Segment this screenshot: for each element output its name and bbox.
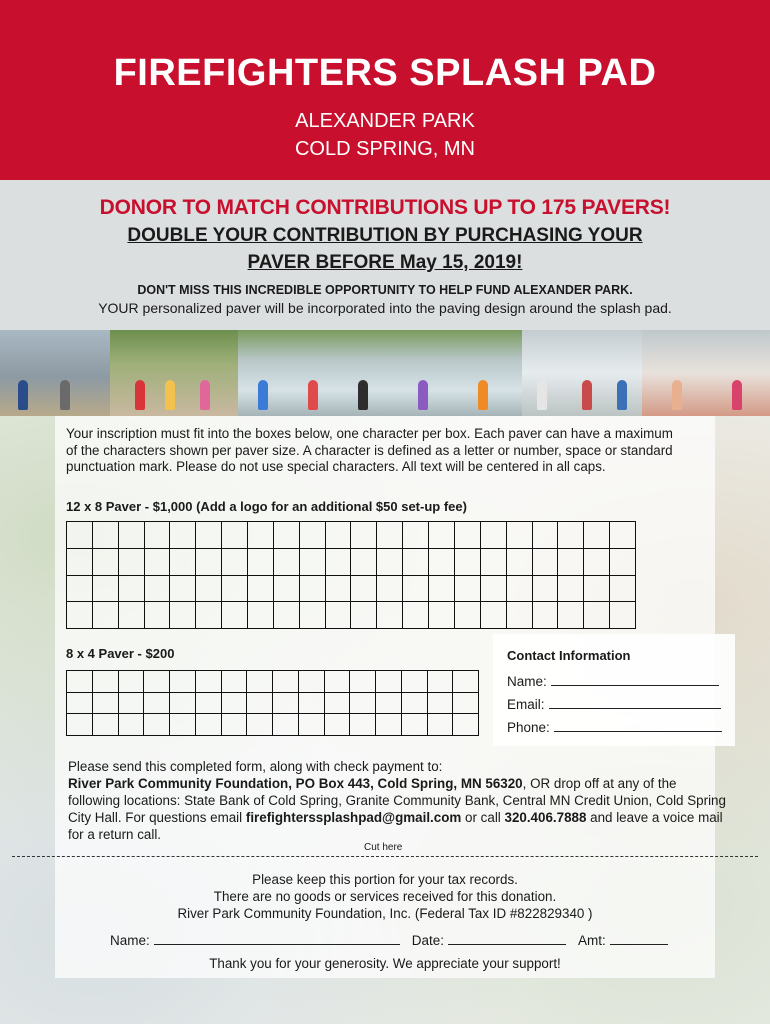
character-box[interactable] [481,602,507,629]
character-box[interactable] [610,549,636,576]
contact-name-label: Name: [507,674,547,689]
character-box[interactable] [403,602,429,629]
cut-here-label: Cut here [364,842,403,853]
character-box[interactable] [144,693,170,715]
character-box[interactable] [248,549,274,576]
contact-name-row [507,674,719,689]
contact-phone-row [507,720,722,735]
character-box[interactable] [507,522,533,549]
small-paver-label: 8 x 4 Paver - $200 [66,646,175,661]
character-box[interactable] [119,576,145,603]
receipt-name-label: Name: [110,933,150,948]
character-box[interactable] [67,602,93,629]
character-box[interactable] [170,522,196,549]
character-box[interactable] [377,576,403,603]
character-box[interactable] [299,671,325,693]
character-box[interactable] [67,671,93,693]
personalized-paver-text: YOUR personalized paver will be incorporated into the paving design around the splash pad. [98,300,672,316]
character-box[interactable] [170,693,196,715]
contact-name-field[interactable] [551,674,719,686]
promo-banner [0,180,770,330]
character-box[interactable] [351,549,377,576]
splash-pad-photo [522,330,642,416]
character-box[interactable] [403,549,429,576]
character-box[interactable] [67,576,93,603]
character-box[interactable] [248,576,274,603]
character-box[interactable] [93,671,119,693]
character-box[interactable] [455,602,481,629]
character-box[interactable] [376,693,402,715]
thank-you-text: Thank you for your generosity. We appreciate your support! [209,956,561,971]
dont-miss-text: DON'T MISS THIS INCREDIBLE OPPORTUNITY TO HELP FUND ALEXANDER PARK. [137,283,633,297]
receipt-line-1: Please keep this portion for your tax records. [252,872,518,887]
character-box[interactable] [67,693,93,715]
character-box[interactable] [222,576,248,603]
contact-phone-field[interactable] [554,720,722,732]
contact-email-field[interactable] [549,697,721,709]
character-box[interactable] [533,522,559,549]
character-box[interactable] [144,714,170,736]
character-box[interactable] [610,576,636,603]
character-box[interactable] [558,576,584,603]
character-box[interactable] [481,549,507,576]
character-box[interactable] [428,693,454,715]
character-box[interactable] [273,714,299,736]
character-box[interactable] [170,671,196,693]
character-box[interactable] [170,549,196,576]
character-box[interactable] [326,576,352,603]
splash-pad-photo [238,330,522,416]
character-box[interactable] [558,602,584,629]
character-box[interactable] [533,549,559,576]
character-box[interactable] [274,522,300,549]
character-box[interactable] [222,714,248,736]
small-paver-grid[interactable] [66,670,479,736]
character-box[interactable] [196,693,222,715]
character-box[interactable] [325,714,351,736]
character-box[interactable] [222,602,248,629]
character-box[interactable] [119,602,145,629]
character-box[interactable] [376,714,402,736]
character-box[interactable] [350,714,376,736]
character-box[interactable] [67,549,93,576]
character-box[interactable] [273,671,299,693]
character-box[interactable] [299,693,325,715]
receipt-name-field[interactable] [154,933,400,945]
double-contribution-line1: DOUBLE YOUR CONTRIBUTION BY PURCHASING YOUR [127,225,643,246]
double-contribution-line2: PAVER BEFORE May 15, 2019! [247,252,523,273]
character-box[interactable] [481,522,507,549]
receipt-line-3: River Park Community Foundation, Inc. (Federal Tax ID #822829340 ) [177,906,593,921]
contact-phone-number[interactable]: 320.406.7888 [504,810,587,825]
character-box[interactable] [196,549,222,576]
contact-phone-label: Phone: [507,720,550,735]
character-box[interactable] [93,714,119,736]
character-box[interactable] [196,602,222,629]
character-box[interactable] [273,693,299,715]
character-box[interactable] [119,671,145,693]
character-box[interactable] [453,671,479,693]
character-box[interactable] [67,714,93,736]
contact-email-row [507,697,721,712]
character-box[interactable] [558,522,584,549]
character-box[interactable] [584,576,610,603]
character-box[interactable] [533,602,559,629]
character-box[interactable] [300,576,326,603]
character-box[interactable] [222,693,248,715]
character-box[interactable] [326,602,352,629]
character-box[interactable] [300,549,326,576]
send-instructions [68,758,728,843]
character-box[interactable] [196,522,222,549]
character-box[interactable] [93,549,119,576]
character-box[interactable] [119,693,145,715]
splash-pad-photo [0,330,110,416]
character-box[interactable] [584,602,610,629]
character-box[interactable] [67,522,93,549]
character-box[interactable] [453,714,479,736]
character-box[interactable] [196,714,222,736]
voicemail-text: and leave a voice mail for a return call. [68,810,723,842]
contact-info-box [493,634,735,746]
character-box[interactable] [326,522,352,549]
character-box[interactable] [145,549,171,576]
character-box[interactable] [584,522,610,549]
contact-email-link[interactable]: firefighterssplashpad@gmail.com [245,810,462,825]
character-box[interactable] [481,576,507,603]
donor-match-headline: DONOR TO MATCH CONTRIBUTIONS UP TO 175 PAVERS! [99,196,671,219]
character-box[interactable] [507,576,533,603]
character-box[interactable] [351,602,377,629]
character-box[interactable] [170,602,196,629]
receipt-date-label: Date: [411,933,445,948]
character-box[interactable] [350,671,376,693]
character-box[interactable] [119,549,145,576]
character-box[interactable] [377,522,403,549]
character-box[interactable] [403,522,429,549]
character-box[interactable] [402,714,428,736]
contact-info-title: Contact Information [507,648,631,663]
character-box[interactable] [402,671,428,693]
character-box[interactable] [326,549,352,576]
receipt-amt-field[interactable] [610,933,668,945]
header-banner [0,0,770,180]
character-box[interactable] [377,549,403,576]
character-box[interactable] [248,522,274,549]
inscription-instructions: Your inscription must fit into the boxes below, one character per box. Each paver can have a maximum of the characters shown per paver size. A character is defined as a letter or number, space or standard punctuation mark. Please do not use special characters. All text will be centered in all caps. [66,426,673,474]
character-box[interactable] [145,522,171,549]
character-box[interactable] [170,576,196,603]
character-box[interactable] [274,576,300,603]
character-box[interactable] [222,671,248,693]
character-box[interactable] [119,714,145,736]
character-box[interactable] [455,576,481,603]
character-box[interactable] [93,602,119,629]
character-box[interactable] [248,602,274,629]
or-call-text: or call [461,810,505,825]
character-box[interactable] [403,576,429,603]
character-box[interactable] [325,671,351,693]
character-box[interactable] [300,602,326,629]
cut-line [12,856,758,857]
character-box[interactable] [222,522,248,549]
character-box[interactable] [93,693,119,715]
send-intro: Please send this completed form, along with check payment to: [68,759,443,774]
character-box[interactable] [377,602,403,629]
character-box[interactable] [429,549,455,576]
character-box[interactable] [533,576,559,603]
character-box[interactable] [93,576,119,603]
park-city: COLD SPRING, MN [294,138,476,160]
splash-pad-photo [110,330,238,416]
character-box[interactable] [558,549,584,576]
receipt-date-field[interactable] [448,933,566,945]
large-paver-grid[interactable] [66,521,636,629]
mailing-address: River Park Community Foundation, PO Box 443, Cold Spring, MN 56320 [68,776,523,791]
character-box[interactable] [429,602,455,629]
page-title: FIREFIGHTERS SPLASH PAD [113,52,657,94]
character-box[interactable] [196,576,222,603]
character-box[interactable] [93,522,119,549]
park-name: ALEXANDER PARK [295,110,475,132]
character-box[interactable] [145,576,171,603]
character-box[interactable] [455,522,481,549]
character-box[interactable] [299,714,325,736]
character-box[interactable] [274,602,300,629]
character-box[interactable] [455,549,481,576]
splash-pad-photo [642,330,770,416]
large-paver-label: 12 x 8 Paver - $1,000 (Add a logo for an additional $50 set-up fee) [66,499,467,514]
character-box[interactable] [584,549,610,576]
character-box[interactable] [145,602,171,629]
photo-strip [0,330,770,416]
character-box[interactable] [402,693,428,715]
dropoff-locations: , OR drop off at any of the following locations: State Bank of Cold Spring, Granite Community Bank, Central MN Credit Union, Cold Spring City Hall. For questions email [68,776,726,825]
character-box[interactable] [350,693,376,715]
character-box[interactable] [428,714,454,736]
character-box[interactable] [428,671,454,693]
character-box[interactable] [247,693,273,715]
character-box[interactable] [376,671,402,693]
character-box[interactable] [610,602,636,629]
character-box[interactable] [507,549,533,576]
character-box[interactable] [196,671,222,693]
contact-email-label: Email: [507,697,545,712]
character-box[interactable] [119,522,145,549]
character-box[interactable] [351,576,377,603]
character-box[interactable] [247,671,273,693]
receipt-line-2: There are no goods or services received for this donation. [213,889,557,904]
receipt-text [0,871,770,922]
character-box[interactable] [247,714,273,736]
character-box[interactable] [222,549,248,576]
character-box[interactable] [170,714,196,736]
character-box[interactable] [429,576,455,603]
character-box[interactable] [300,522,326,549]
character-box[interactable] [507,602,533,629]
character-box[interactable] [274,549,300,576]
character-box[interactable] [453,693,479,715]
character-box[interactable] [325,693,351,715]
character-box[interactable] [351,522,377,549]
character-box[interactable] [610,522,636,549]
receipt-amt-label: Amt: [578,933,606,948]
receipt-fields-row [110,933,680,948]
character-box[interactable] [144,671,170,693]
character-box[interactable] [429,522,455,549]
